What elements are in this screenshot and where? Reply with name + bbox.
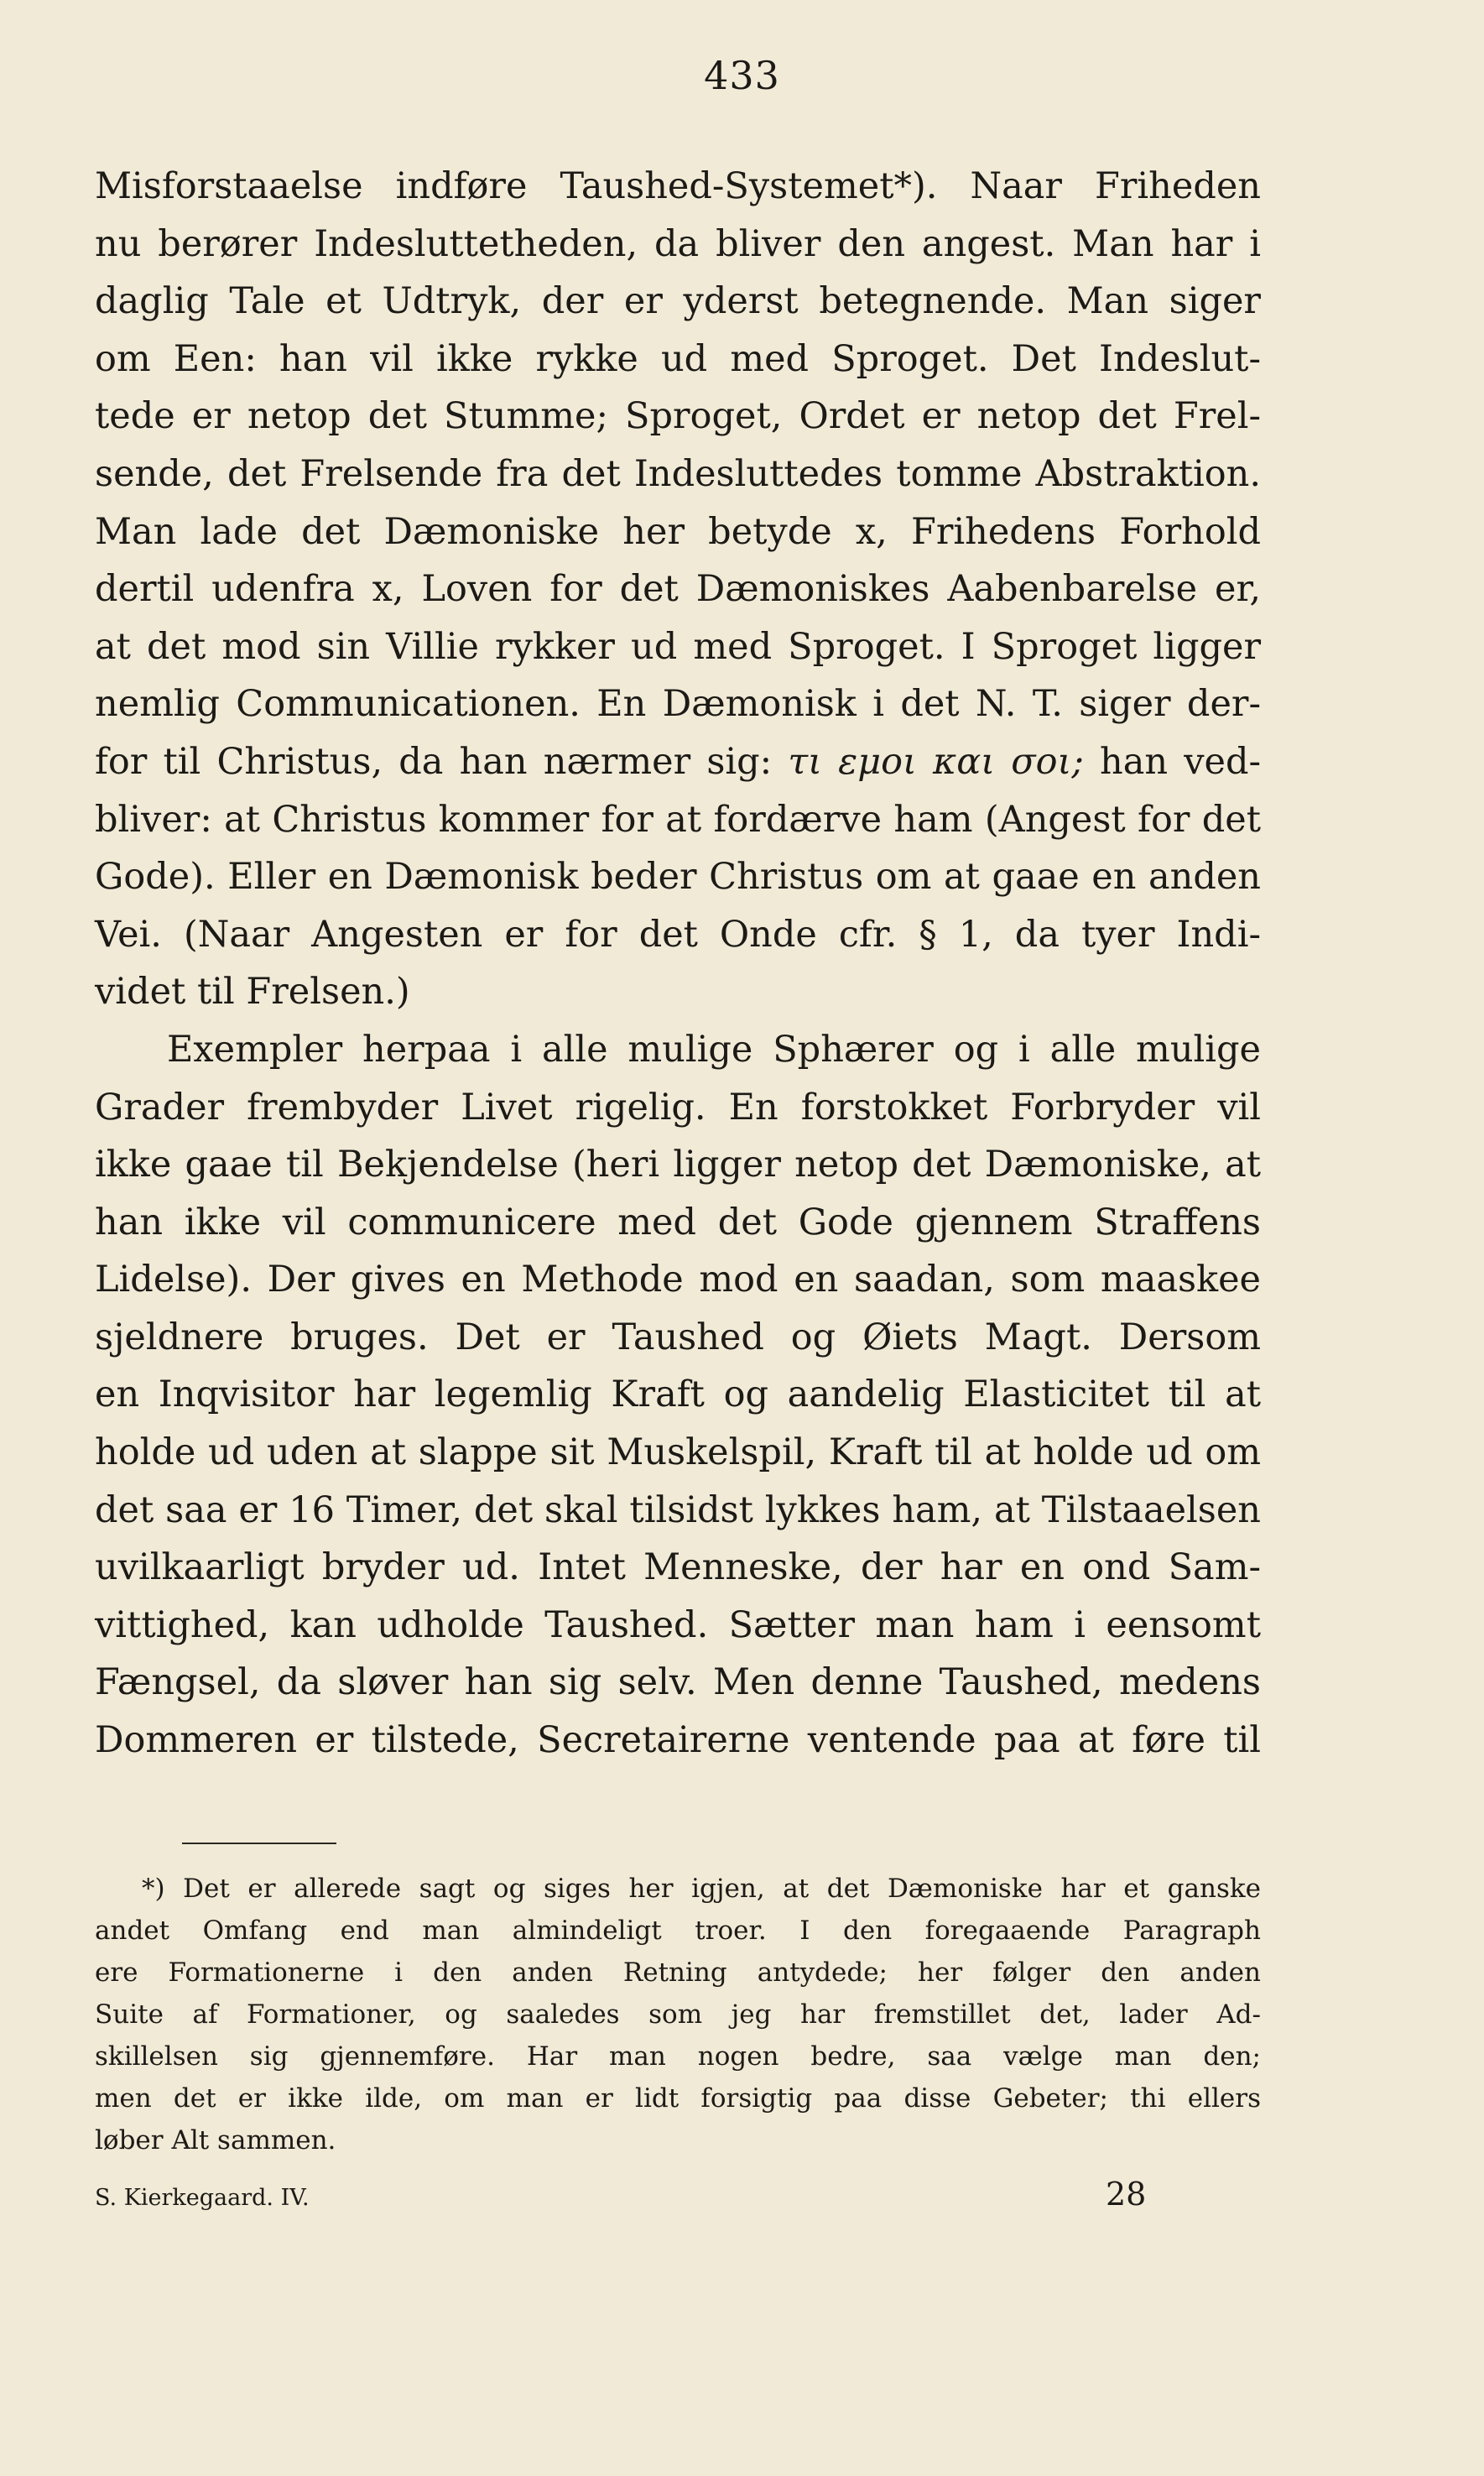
page-number: 433 [704, 53, 780, 98]
text-line: Lidelse). Der gives en Methode mod en saadan, som maaskee [95, 1259, 1261, 1301]
text-line: Dommeren er tilstede, Secretairerne ventende paa at føre til [95, 1719, 1261, 1762]
printer-signature: S. Kierkegaard. IV. [95, 2185, 310, 2211]
footnote [95, 1868, 1261, 2161]
text-line: sende, det Frelsende fra det Indesluttedes tomme Abstraktion. [95, 452, 1261, 495]
text-line: ikke gaae til Bekjendelse (heri ligger netop det Dæmoniske, at [95, 1144, 1261, 1186]
greek-line-before: for til Christus, da han nærmer sig: [95, 740, 773, 783]
footnote-line: *) Det er allerede sagt og siges her igjen, at det Dæmoniske har et ganske [142, 1874, 1261, 1904]
footnote-line: men det er ikke ilde, om man er lidt forsigtig paa disse Gebeter; thi ellers [95, 2083, 1261, 2114]
greek-phrase: τι εμοι και σοι; [788, 740, 1084, 783]
greek-line-after: han ved- [1100, 740, 1261, 783]
text-line: Man lade det Dæmoniske her betyde x, Frihedens Forhold [95, 510, 1261, 553]
text-line: dertil udenfra x, Loven for det Dæmoniskes Aabenbarelse er, [95, 568, 1261, 611]
text-line: Fængsel, da sløver han sig selv. Men denne Taushed, medens [95, 1661, 1261, 1704]
text-line: en Inqvisitor har legemlig Kraft og aandelig Elasticitet til at [95, 1374, 1261, 1416]
footnote-line: ere Formationerne i den anden Retning antydede; her følger den anden [95, 1957, 1261, 1988]
footnote-line: Suite af Formationer, og saaledes som jeg har fremstillet det, lader Ad- [95, 1999, 1261, 2030]
text-line: om Een: han vil ikke rykke ud med Sproget. Det Indeslut- [95, 337, 1261, 380]
paragraph-start-line: Exempler herpaa i alle mulige Sphærer og i alle mulige [167, 1028, 1261, 1071]
text-line: nu berører Indesluttetheden, da bliver den angest. Man har i [95, 222, 1261, 265]
text-line: nemlig Communicationen. En Dæmonisk i det N. T. siger der- [95, 683, 1261, 726]
text-line: vittighed, kan udholde Taushed. Sætter man ham i eensomt [95, 1603, 1261, 1646]
footnote-line: løber Alt sammen. [95, 2125, 336, 2155]
text-line: Grader frembyder Livet rigelig. En forstokket Forbryder vil [95, 1086, 1261, 1129]
text-line: Gode). Eller en Dæmonisk beder Christus om at gaae en anden [95, 856, 1261, 899]
text-line-with-greek [95, 733, 1261, 791]
text-line: at det mod sin Villie rykker ud med Sproget. I Sproget ligger [95, 625, 1261, 668]
text-line: daglig Tale et Udtryk, der er yderst betegnende. Man siger [95, 280, 1261, 323]
text-line: sjeldnere bruges. Det er Taushed og Øiets Magt. Dersom [95, 1316, 1261, 1358]
footnote-line: andet Omfang end man almindeligt troer. I den foregaaende Paragraph [95, 1916, 1261, 1946]
text-line: videt til Frelsen.) [95, 971, 410, 1014]
text-line: det saa er 16 Timer, det skal tilsidst lykkes ham, at Tilstaaelsen [95, 1488, 1261, 1531]
text-line: Vei. (Naar Angesten er for det Onde cfr. § 1, da tyer Indi- [95, 913, 1261, 956]
text-line: tede er netop det Stumme; Sproget, Ordet er netop det Frel- [95, 395, 1261, 438]
footnote-divider [182, 1843, 336, 1844]
text-line: han ikke vil communicere med det Gode gjennem Straffens [95, 1201, 1261, 1243]
text-line: uvilkaarligt bryder ud. Intet Menneske, der har en ond Sam- [95, 1546, 1261, 1589]
signature-number: 28 [1106, 2176, 1147, 2213]
text-line: Misforstaaelse indføre Taushed-Systemet*). Naar Friheden [95, 165, 1261, 207]
text-line: holde ud uden at slappe sit Muskelspil, Kraft til at holde ud om [95, 1431, 1261, 1474]
footnote-line: skillelsen sig gjennemføre. Har man nogen bedre, saa vælge man den; [95, 2041, 1261, 2072]
text-line: bliver: at Christus kommer for at fordærve ham (Angest for det [95, 798, 1261, 841]
main-text [95, 158, 1261, 1770]
